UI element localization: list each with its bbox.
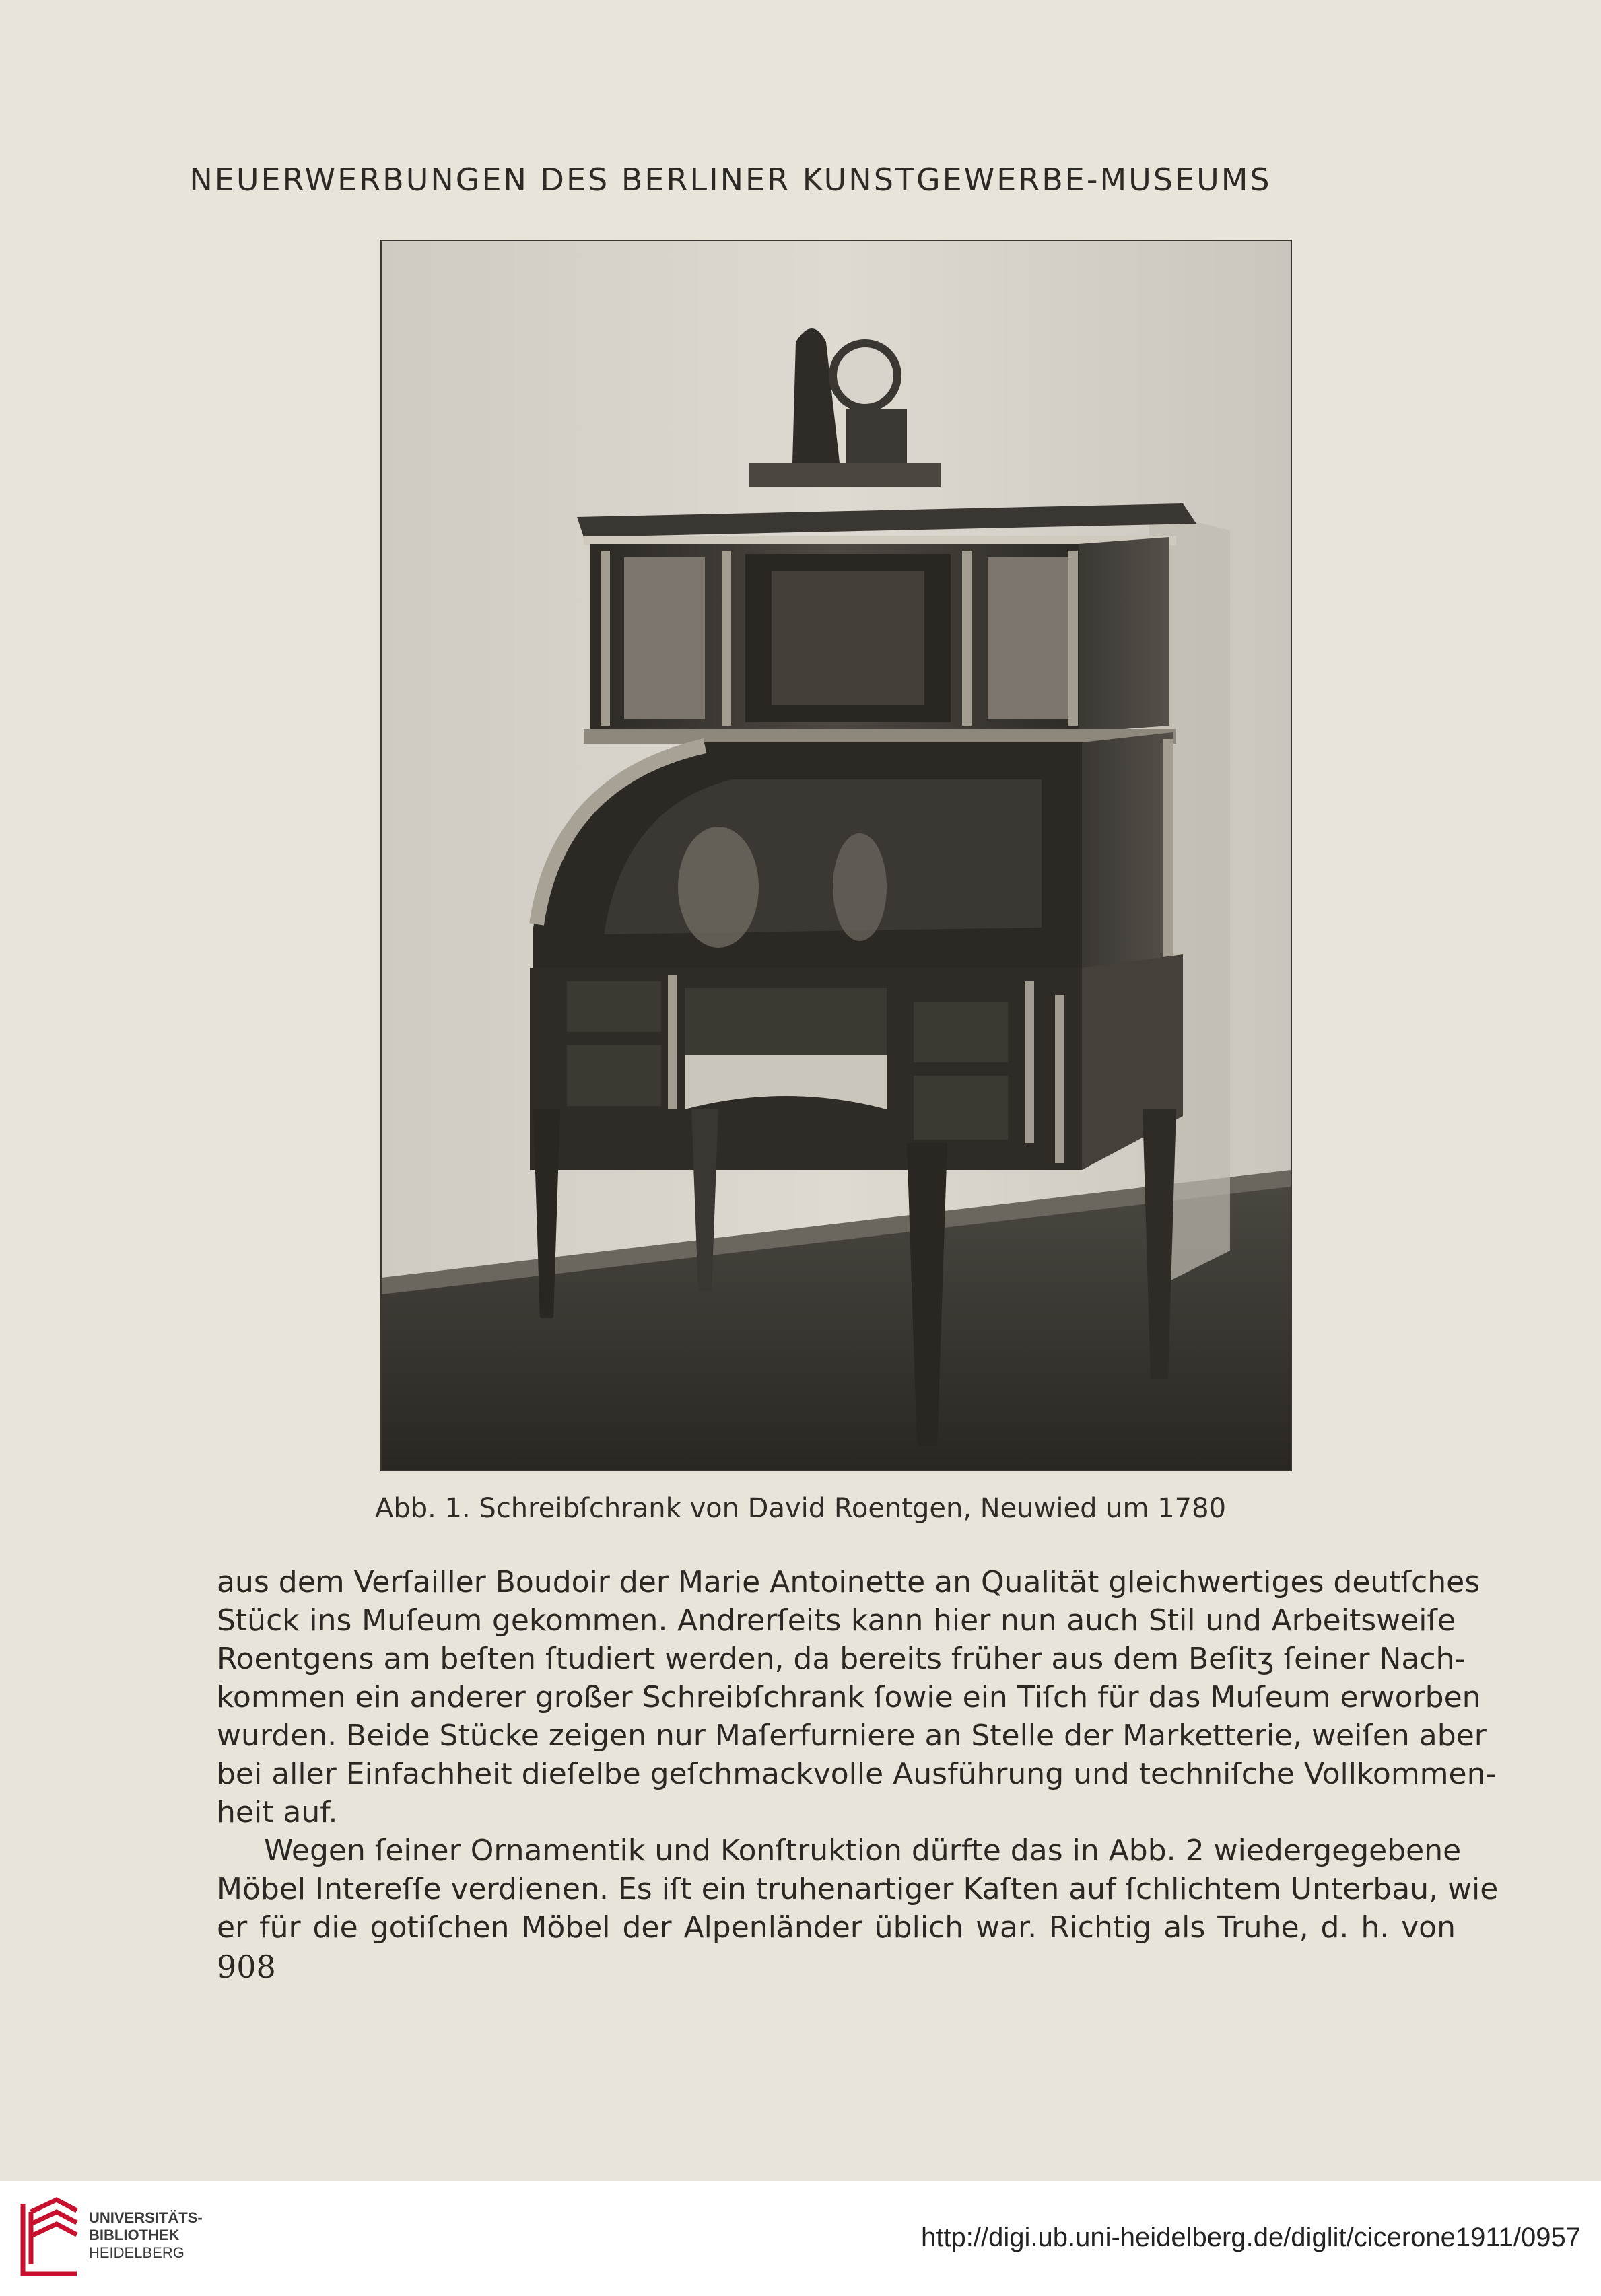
text-line: Wegen ſeiner Ornamentik und Konſtruktion dürfte das in Abb. 2 wiedergegebene — [264, 1834, 1462, 1868]
writing-cabinet-photo — [382, 241, 1291, 1470]
text-line: Stück ins Muſeum gekommen. Andrerſeits kann hier nun auch Stil und Arbeitsweiſe — [217, 1603, 1456, 1638]
library-name-line: HEIDELBERG — [89, 2244, 184, 2261]
body-text — [217, 1563, 1499, 1947]
footer-bar — [0, 2181, 1601, 2296]
text-line: er für die gotiſchen Möbel der Alpenländer üblich war. Richtig als Truhe, d. h. von — [217, 1910, 1456, 1945]
running-head: NEUERWERBUNGEN DES BERLINER KUNSTGEWERBE-MUSEUMS — [189, 162, 1272, 198]
text-line: aus dem Verſailler Boudoir der Marie Antoinette an Qualität gleichwertiges deutſches — [217, 1565, 1480, 1599]
library-name-line: BIBLIOTHEK — [89, 2227, 180, 2243]
page-number: 908 — [217, 1949, 276, 1985]
text-line: Möbel Intereſſe verdienen. Es iſt ein truhenartiger Kaſten auf ſchlichtem Unterbau, wie — [217, 1872, 1499, 1906]
library-name — [89, 2209, 203, 2262]
figure-photograph — [380, 240, 1292, 1471]
library-logo-icon — [16, 2197, 83, 2281]
figure-caption: Abb. 1. Schreibſchrank von David Roentgen, Neuwied um 1780 — [374, 1493, 1227, 1524]
text-line: kommen ein anderer großer Schreibſchrank ſowie ein Tiſch für das Muſeum erworben — [217, 1680, 1481, 1714]
text-line: Roentgens am beſten ſtudiert werden, da bereits früher aus dem Beſitʒ ſeiner Nach- — [217, 1642, 1466, 1676]
library-name-line: UNIVERSITÄTS- — [89, 2209, 203, 2226]
text-line: wurden. Beide Stücke zeigen nur Maſerfurniere an Stelle der Marketterie, weiſen aber — [217, 1718, 1487, 1753]
tambour-door-right — [988, 557, 1068, 719]
tambour-door-left — [624, 557, 705, 719]
text-line: heit auf. — [217, 1795, 338, 1830]
source-url-link[interactable]: http://digi.ub.uni-heidelberg.de/diglit/cicerone1911/0957 — [921, 2223, 1581, 2252]
text-line: bei aller Einfachheit dieſelbe geſchmackvolle Ausführung und techniſche Vollkommen- — [217, 1757, 1497, 1791]
